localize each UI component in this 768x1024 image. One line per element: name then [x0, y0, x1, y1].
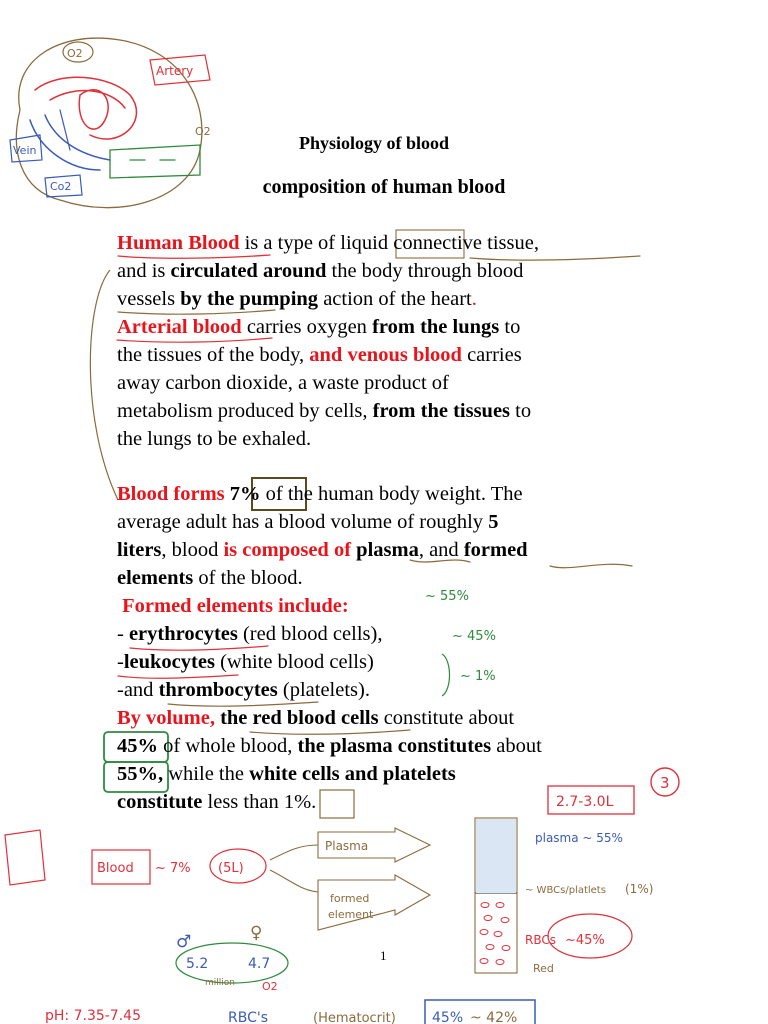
text-line: [117, 425, 657, 453]
annot-rbc-plat: ~ WBCs/platlets: [525, 885, 606, 896]
annot-co2: Co2: [50, 180, 72, 193]
text-line: [117, 397, 657, 425]
text-bold: formed: [463, 539, 528, 561]
text-span: vessels: [117, 288, 181, 310]
text-line: [117, 676, 657, 704]
bottom-diagram: [5, 818, 632, 1024]
text-bold: leukocytes: [123, 651, 215, 673]
annot-blood-7: ~ 7%: [155, 861, 191, 876]
annot-formed2: element: [328, 908, 374, 921]
text-bold: liters: [117, 539, 162, 561]
text-span: 1%: [283, 791, 312, 813]
annot-plasma: Plasma: [325, 839, 369, 853]
text-span: action of the heart: [318, 288, 472, 310]
annot-hematocrit: (Hematocrit): [313, 1011, 396, 1024]
annot-blood: Blood: [97, 861, 134, 876]
text-span: (white blood cells): [214, 651, 374, 673]
text-bold: from the tissues: [372, 400, 511, 422]
page-number: 1: [380, 948, 387, 963]
text-span: less than: [202, 791, 284, 813]
annot-o2-top: O2: [67, 47, 83, 60]
page-title: Physiology of blood: [298, 133, 450, 153]
annot-1b: (1%): [625, 882, 654, 896]
text-span: of whole blood,: [158, 735, 298, 757]
term-formed-elements: Formed elements include:: [117, 595, 349, 617]
text-line: [117, 704, 657, 732]
text-span: of the human body weight. The: [260, 483, 523, 505]
text-bold: circulated around: [170, 260, 327, 282]
section-title: composition of human blood: [262, 176, 506, 198]
text-span: of the blood.: [193, 567, 303, 589]
text-span: constitute about: [378, 707, 515, 729]
annot-52: 5.2: [186, 956, 209, 972]
text-span: the body through blood: [326, 260, 524, 282]
text-bold: the plasma constitutes: [297, 735, 492, 757]
rbc-dots: [480, 903, 510, 965]
text-span: while the: [163, 763, 250, 785]
annot-3: 3: [660, 774, 670, 792]
annot-o2-right: O2: [195, 125, 211, 138]
text-line: [117, 760, 657, 788]
text-line: [117, 732, 657, 760]
text-line: [117, 313, 657, 341]
annot-55: ~ 55%: [425, 589, 469, 604]
text-span: the tissues of the body,: [117, 344, 310, 366]
text-line: [117, 648, 657, 676]
text-span: carries oxygen: [241, 316, 373, 338]
text-span: the lungs to be exhaled.: [117, 428, 312, 450]
text-bold: from the lungs: [372, 316, 500, 338]
text-span: away carbon dioxide, a waste product of: [117, 372, 449, 394]
text-span: and is: [117, 260, 171, 282]
text-span: , blood: [161, 539, 224, 561]
text-red: .: [471, 288, 477, 310]
annot-rbcs: RBCs: [525, 933, 556, 947]
margin-bracket: [90, 270, 118, 500]
text-span: -: [117, 651, 124, 673]
text-span: average adult has a blood volume of roughly: [117, 511, 489, 533]
text-line: [117, 285, 657, 313]
annot-red: Red: [533, 962, 554, 975]
text-line: [117, 369, 657, 397]
text-line: [117, 564, 657, 592]
annot-rbcs2: RBC's: [228, 1010, 269, 1024]
annot-female: ♀: [250, 923, 263, 943]
text-line: [117, 229, 657, 257]
annot-formed1: formed: [330, 892, 370, 905]
text-bold: the red blood cells: [214, 707, 379, 729]
annot-male: ♂: [176, 932, 192, 952]
text-bold: thrombocytes: [158, 679, 278, 701]
paragraph-composition: [117, 480, 657, 816]
text-span: , and: [418, 539, 464, 561]
term-arterial-blood: Arterial blood: [117, 316, 242, 338]
annot-hct-45: 45%: [432, 1010, 464, 1024]
annot-artery: Artery: [156, 64, 194, 78]
text-bold: elements: [117, 567, 194, 589]
annot-hct-42: ~ 42%: [470, 1010, 518, 1024]
text-span: metabolism produced by cells,: [117, 400, 373, 422]
text-line: [117, 536, 657, 564]
text-span: to: [510, 400, 532, 422]
text-bold: 55%,: [117, 763, 164, 785]
term-blood-forms: Blood forms: [117, 483, 225, 505]
text-bold: constitute: [117, 791, 203, 813]
text-span: -and: [117, 679, 159, 701]
text-span: -: [117, 623, 129, 645]
text-span: about: [491, 735, 542, 757]
text-line: [117, 480, 657, 508]
annot-plasma-55: plasma ~ 55%: [535, 831, 623, 845]
term-venous-blood: and venous blood: [309, 344, 462, 366]
annot-1: ~ 1%: [460, 669, 496, 684]
annot-ph: pH: 7.35-7.45: [45, 1008, 141, 1024]
text-span: carries: [461, 344, 522, 366]
text-bold: erythrocytes: [128, 623, 238, 645]
term-human-blood: Human Blood: [117, 232, 240, 254]
text-bold: 7%: [224, 483, 261, 505]
text-span: is a type of liquid connective tissue,: [239, 232, 539, 254]
annot-vein: Vein: [13, 144, 37, 157]
annot-45: ~ 45%: [452, 629, 496, 644]
text-bold: by the pumping: [180, 288, 319, 310]
term-by-volume: By volume,: [117, 707, 215, 729]
text-bold: 5: [488, 511, 499, 533]
text-line: [117, 257, 657, 285]
text-line: [117, 592, 657, 620]
annot-blood-5l: (5L): [218, 861, 244, 876]
text-bold: 45%: [117, 735, 158, 757]
text-bold: plasma: [351, 539, 419, 561]
paragraph-definition: [117, 229, 657, 453]
text-span: to: [499, 316, 521, 338]
text-line: [117, 620, 657, 648]
text-line: [117, 341, 657, 369]
text-bold: white cells and platelets: [249, 763, 456, 785]
annot-million: million: [205, 978, 235, 988]
text-red: is composed of: [223, 539, 352, 561]
text-span: .: [311, 791, 317, 813]
annot-range: 2.7-3.0L: [556, 794, 614, 810]
text-line: [117, 508, 657, 536]
annot-rbcs-45: ~45%: [565, 933, 605, 948]
text-line: [117, 788, 657, 816]
text-span: (red blood cells),: [237, 623, 383, 645]
text-span: (platelets).: [277, 679, 370, 701]
annot-o2-bottom: O2: [262, 980, 278, 993]
annot-47: 4.7: [248, 956, 271, 972]
